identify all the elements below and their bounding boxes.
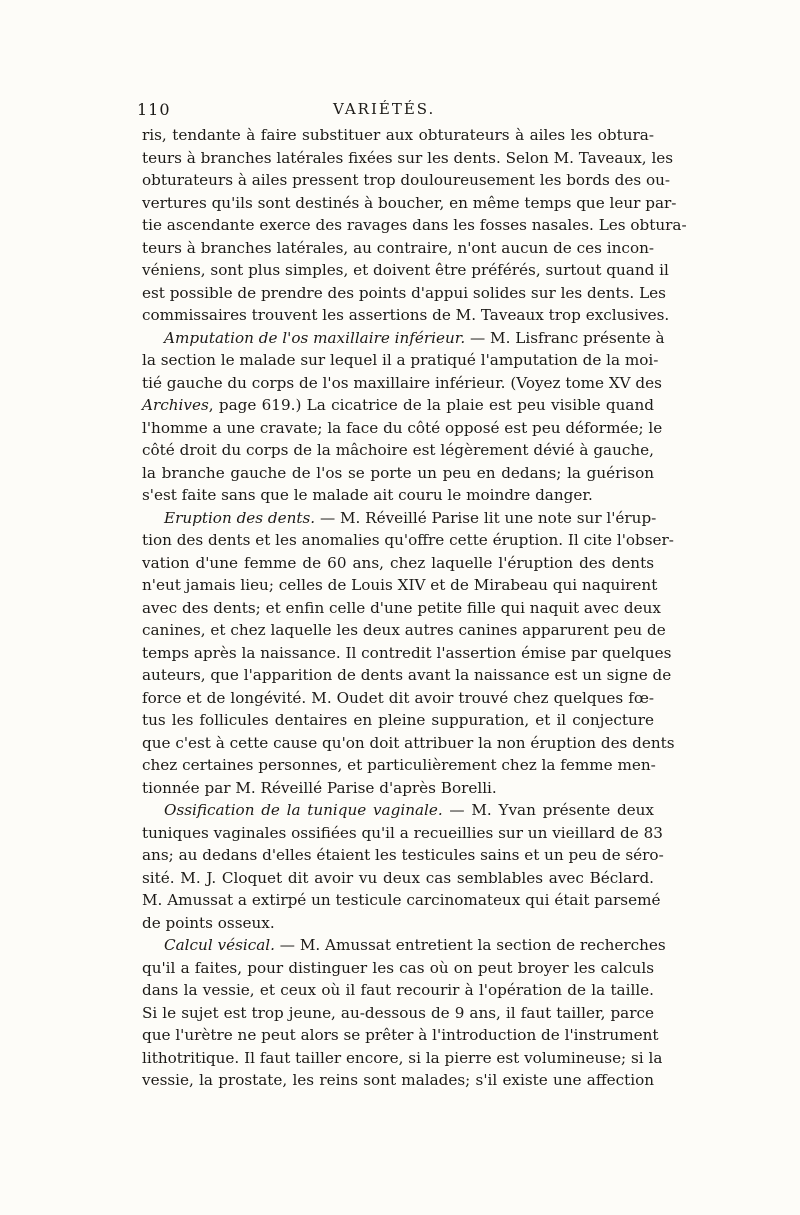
text-line: avec des dents; et enfin celle d'une petite fille qui naquit avec deux [142,598,661,617]
text-line: Si le sujet est trop jeune, au-dessous de 9 ans, il faut tailler, parce [142,1003,654,1022]
body-text [142,124,687,1092]
text-line: vation d'une femme de 60 ans, chez laquelle l'éruption des dents [142,553,654,572]
text-line: force et de longévité. M. Oudet dit avoir trouvé chez quelques fœ- [142,688,654,707]
text-line: tion des dents et les anomalies qu'offre cette éruption. Il cite l'obser- [142,531,674,549]
text-line [142,394,654,417]
text-line: de points osseux. [142,913,275,932]
text-line: teurs à branches latérales fixées sur les dents. Selon M. Taveaux, les [142,148,674,167]
text-line: que l'urètre ne peut alors se prêter à l'introduction de l'instrument [142,1026,659,1044]
paragraph-eruption-first-line [142,507,657,530]
text-line: côté droit du corps de la mâchoire est légèrement dévié à gauche, [142,441,654,459]
text-line: s'est faite sans que le malade ait couru le moindre danger. [142,486,593,504]
text-fragment: — M. Yvan présente deux [442,801,654,819]
text-line: que c'est à cette cause qu'on doit attribuer la non éruption des dents [142,733,675,752]
text-line: ris, tendante à faire substituer aux obturateurs à ailes les obtura- [142,126,654,144]
text-line: vessie, la prostate, les reins sont malades; s'il existe une affection [142,1071,654,1089]
text-line: tuniques vaginales ossifiées qu'il a recueillies sur un vieillard de 83 [142,823,663,842]
text-fragment: — M. Réveillé Parise lit une note sur l'érup- [315,508,657,527]
text-line: sité. M. J. Cloquet dit avoir vu deux cas semblables avec Béclard. [142,868,654,887]
text-line: véniens, sont plus simples, et doivent être préférés, surtout quand il [142,261,669,279]
text-fragment: — M. Lisfranc présente à [465,328,665,347]
paragraph-amputation-first-line [142,327,665,350]
text-line: auteurs, que l'apparition de dents avant la naissance est un signe de [142,666,672,684]
text-fragment: , page 619.) La cicatrice de la plaie est peu visible quand [208,396,654,414]
paragraph-calcul-first-line [142,934,666,957]
text-line: tie ascendante exerce des ravages dans les fosses nasales. Les obtura- [142,216,687,234]
section-title-amputation: Amputation de l'os maxillaire inférieur. [164,328,466,347]
text-line: ans; au dedans d'elles étaient les testicules sains et un peu de séro- [142,846,664,864]
text-line: qu'il a faites, pour distinguer les cas où on peut broyer les calculs [142,958,654,977]
text-line: canines, et chez laquelle les deux autres canines apparurent peu de [142,621,666,639]
section-title-calcul: Calcul vésical. [164,936,275,954]
text-line: l'homme a une cravate; la face du côté opposé est peu déformée; le [142,418,663,437]
text-line: dans la vessie, et ceux où il faut recourir à l'opération de la taille. [142,981,654,999]
text-line: la branche gauche de l'os se porte un peu en dedans; la guérison [142,463,654,482]
text-line: tionnée par M. Réveillé Parise d'après Borelli. [142,778,497,797]
text-line: obturateurs à ailes pressent trop douloureusement les bords des ou- [142,171,671,189]
section-title-ossification: Ossification de la tunique vaginale. [164,801,443,819]
text-line: la section le malade sur lequel il a pratiqué l'amputation de la moi- [142,351,659,369]
paragraph-ossification-first-line [142,799,654,822]
text-line: commissaires trouvent les assertions de M. Taveaux trop exclusives. [142,306,670,324]
text-line: vertures qu'ils sont destinés à boucher, en même temps que leur par- [142,193,677,212]
text-line: n'eut jamais lieu; celles de Louis XIV et de Mirabeau qui naquirent [142,576,658,594]
text-line: lithotritique. Il faut tailler encore, si la pierre est volumineuse; si la [142,1048,663,1067]
text-line: M. Amussat a extirpé un testicule carcinomateux qui était parsemé [142,891,661,909]
journal-title-archives: Archives [142,396,209,414]
page-header [137,100,662,126]
text-fragment: — M. Amussat entretient la section de recherches [274,936,666,954]
text-line: tié gauche du corps de l'os maxillaire inférieur. (Voyez tome XV des [142,373,662,392]
text-line: temps après la naissance. Il contredit l'assertion émise par quelques [142,643,672,662]
page-number: 110 [137,100,171,119]
text-line: est possible de prendre des points d'appui solides sur les dents. Les [142,283,666,302]
text-line: tus les follicules dentaires en pleine suppuration, et il conjecture [142,711,654,729]
running-title: VARIÉTÉS. [333,100,436,118]
text-line: chez certaines personnes, et particulièrement chez la femme men- [142,756,656,774]
text-line: teurs à branches latérales, au contraire, n'ont aucun de ces incon- [142,238,654,257]
section-title-eruption: Eruption des dents. [164,508,316,527]
